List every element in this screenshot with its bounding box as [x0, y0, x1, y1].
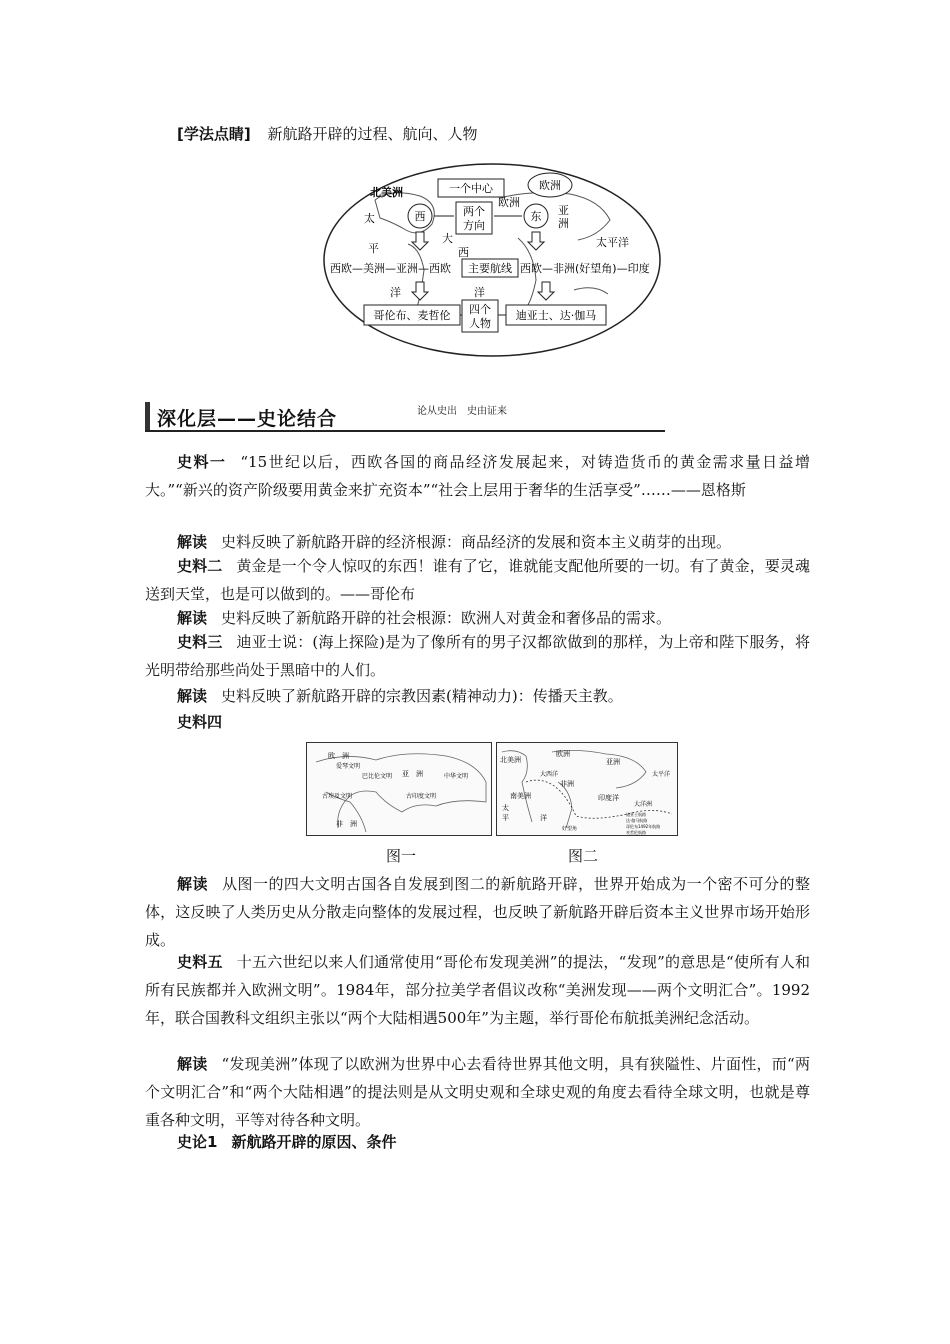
- paragraph-text: “15世纪以后，西欧各国的商品经济发展起来，对铸造货币的黄金需求量日益增大。”“新兴的资产阶级要用黄金来扩充资本”“社会上层用于奢华的生活享受”……——恩格斯: [145, 453, 810, 499]
- map-2-label-atlantic: 大西洋: [540, 771, 559, 778]
- paragraph-label: 史料五: [177, 953, 223, 971]
- label-two-directions-2: 方向: [463, 219, 485, 232]
- map-1-label-asia: 亚 洲: [402, 770, 423, 778]
- map-2-label-cape: 好望角: [562, 826, 578, 832]
- map-2-legend-magellan: 麦哲伦航路: [626, 830, 646, 835]
- paragraph-text: 史料反映了新航路开辟的经济根源：商品经济的发展和资本主义萌芽的出现。: [221, 533, 732, 551]
- map-2-label-asia: 亚洲: [606, 758, 620, 766]
- label-pacific: 太平洋: [596, 236, 629, 249]
- paragraph-9: [145, 948, 810, 1032]
- paragraph-text: 史料反映了新航路开辟的社会根源：欧洲人对黄金和奢侈品的需求。: [221, 609, 672, 627]
- map-1-caption: 图一: [386, 847, 417, 865]
- label-dias-gama: 迪亚士、达·伽马: [515, 309, 597, 322]
- map-2-label-oceania: 大洋洲: [634, 801, 653, 808]
- paragraph-label: 解读: [177, 1055, 208, 1073]
- paragraph-7: [145, 708, 810, 736]
- label-asia-1: 亚: [558, 204, 569, 217]
- label-route-left: 西欧—美洲—亚洲—西欧: [330, 262, 451, 275]
- paragraph-1: [145, 448, 810, 504]
- paragraph-label: 史料三: [177, 633, 223, 651]
- map-2-caption: 图二: [568, 847, 599, 865]
- paragraph-text: “发现美洲”体现了以欧洲为世界中心去看待世界其他文明，具有狭隘性、片面性，而“两个文明汇合”和“两个大陆相遇”的提法则是从文明史观和全球史观的角度去看待全球文明，也就是尊重各种文明，平等对待各种文明。: [145, 1055, 810, 1129]
- paragraph-8: [145, 870, 810, 954]
- paragraph-6: [145, 682, 810, 710]
- paragraph-label: 史料二: [177, 557, 223, 575]
- map-1-label-china: 中华文明: [444, 773, 469, 780]
- map-2-label-yang: 洋: [540, 814, 547, 822]
- paragraph-label: 解读: [177, 533, 208, 551]
- label-xi: 西: [458, 246, 469, 259]
- map-2-label-africa: 非洲: [560, 780, 574, 788]
- label-west: 西: [414, 210, 426, 223]
- map-2-label-south-america: 南美洲: [510, 792, 531, 800]
- label-east: 东: [530, 210, 542, 223]
- route-diagram: [320, 160, 665, 360]
- map-1-label-africa: 非 洲: [336, 820, 357, 828]
- paragraph-3: [145, 552, 810, 608]
- paragraph-10: [145, 1050, 810, 1134]
- label-route-right: 西欧—非洲(好望角)—印度: [520, 262, 650, 275]
- map-1-label-india: 古印度文明: [406, 793, 437, 800]
- map-1-label-egypt: 古埃及文明: [322, 793, 353, 800]
- map-1-label-europe: 欧 洲: [328, 752, 349, 760]
- label-one-center: 一个中心: [449, 182, 493, 195]
- label-asia-2: 洲: [558, 217, 569, 230]
- label-yang2: 洋: [474, 286, 485, 299]
- map-2-legend-dias: 迪亚士航路: [626, 812, 646, 817]
- label-tai: 太: [364, 212, 375, 225]
- map-2: [496, 742, 678, 836]
- paragraph-label: 史论1: [177, 1133, 218, 1151]
- label-columbus: 哥伦布、麦哲伦: [373, 309, 451, 322]
- label-yang1: 洋: [390, 286, 401, 299]
- study-tip-label: [学法点睛]: [177, 125, 251, 143]
- map-2-label-ping: 平: [502, 814, 509, 822]
- map-2-label-europe: 欧洲: [556, 750, 570, 758]
- paragraph-label: 史料一: [177, 453, 227, 471]
- study-tip-text: 新航路开辟的过程、航向、人物: [267, 125, 478, 143]
- paragraph-5: [145, 628, 810, 684]
- label-main-route: 主要航线: [468, 262, 512, 275]
- paragraph-label: 解读: [177, 687, 208, 705]
- label-europe: 欧洲: [539, 179, 561, 192]
- label-four-people-2: 人物: [469, 317, 491, 330]
- label-two-directions-1: 两个: [463, 205, 485, 218]
- label-da: 大: [442, 232, 453, 245]
- map-2-label-north-america: 北美洲: [500, 756, 521, 764]
- map-1-label-aegean: 爱琴文明: [336, 763, 361, 770]
- section-title: 深化层——史论结合: [157, 408, 338, 430]
- paragraph-text: 从图一的四大文明古国各自发展到图二的新航路开辟，世界开始成为一个密不可分的整体，这反映了人类历史从分散走向整体的发展过程，也反映了新航路开辟后资本主义世界市场开始形成。: [145, 875, 810, 949]
- paragraph-label: 史料四: [177, 713, 223, 731]
- study-tip: [177, 120, 478, 148]
- map-2-legend-columbus: 哥伦布1492年航路: [626, 824, 661, 829]
- section-subtitle: 论从史出 史由证来: [417, 406, 507, 417]
- label-north-america: 北美洲: [370, 186, 403, 199]
- map-1: [306, 742, 492, 836]
- map-1-label-babylon: 巴比伦文明: [362, 773, 393, 780]
- paragraph-text: 黄金是一个令人惊叹的东西！谁有了它，谁就能支配他所要的一切。有了黄金，要灵魂送到天堂，也是可以做到的。——哥伦布: [145, 557, 810, 603]
- section-header: [145, 402, 665, 432]
- section-bar: [145, 402, 150, 430]
- map-2-label-indian: 印度洋: [598, 794, 619, 802]
- map-2-label-tai: 太: [502, 804, 509, 812]
- paragraph-text: 新航路开辟的原因、条件: [231, 1133, 397, 1151]
- label-four-people-1: 四个: [469, 303, 491, 316]
- map-2-label-pacific: 太平洋: [652, 771, 671, 778]
- paragraph-text: 迪亚士说：(海上探险)是为了像所有的男子汉都欲做到的那样，为上帝和陛下服务，将光明带给那些尚处于黑暗中的人们。: [145, 633, 810, 679]
- paragraph-text: 十五六世纪以来人们通常使用“哥伦布发现美洲”的提法，“发现”的意思是“使所有人和所有民族都并入欧洲文明”。1984年，部分拉美学者倡议改称“美洲发现——两个文明汇合”。1992年，联合国教科文组织主张以“两个大陆相遇500年”为主题，举行哥伦布航抵美洲纪念活动。: [145, 953, 810, 1027]
- map-2-legend-gama: 达·伽马航路: [626, 818, 648, 823]
- paragraph-label: 解读: [177, 609, 208, 627]
- paragraph-text: 史料反映了新航路开辟的宗教因素(精神动力)：传播天主教。: [221, 687, 623, 705]
- paragraph-label: 解读: [177, 875, 208, 893]
- label-europe2: 欧洲: [498, 196, 520, 209]
- paragraph-11: [145, 1128, 810, 1156]
- label-ping: 平: [368, 242, 379, 255]
